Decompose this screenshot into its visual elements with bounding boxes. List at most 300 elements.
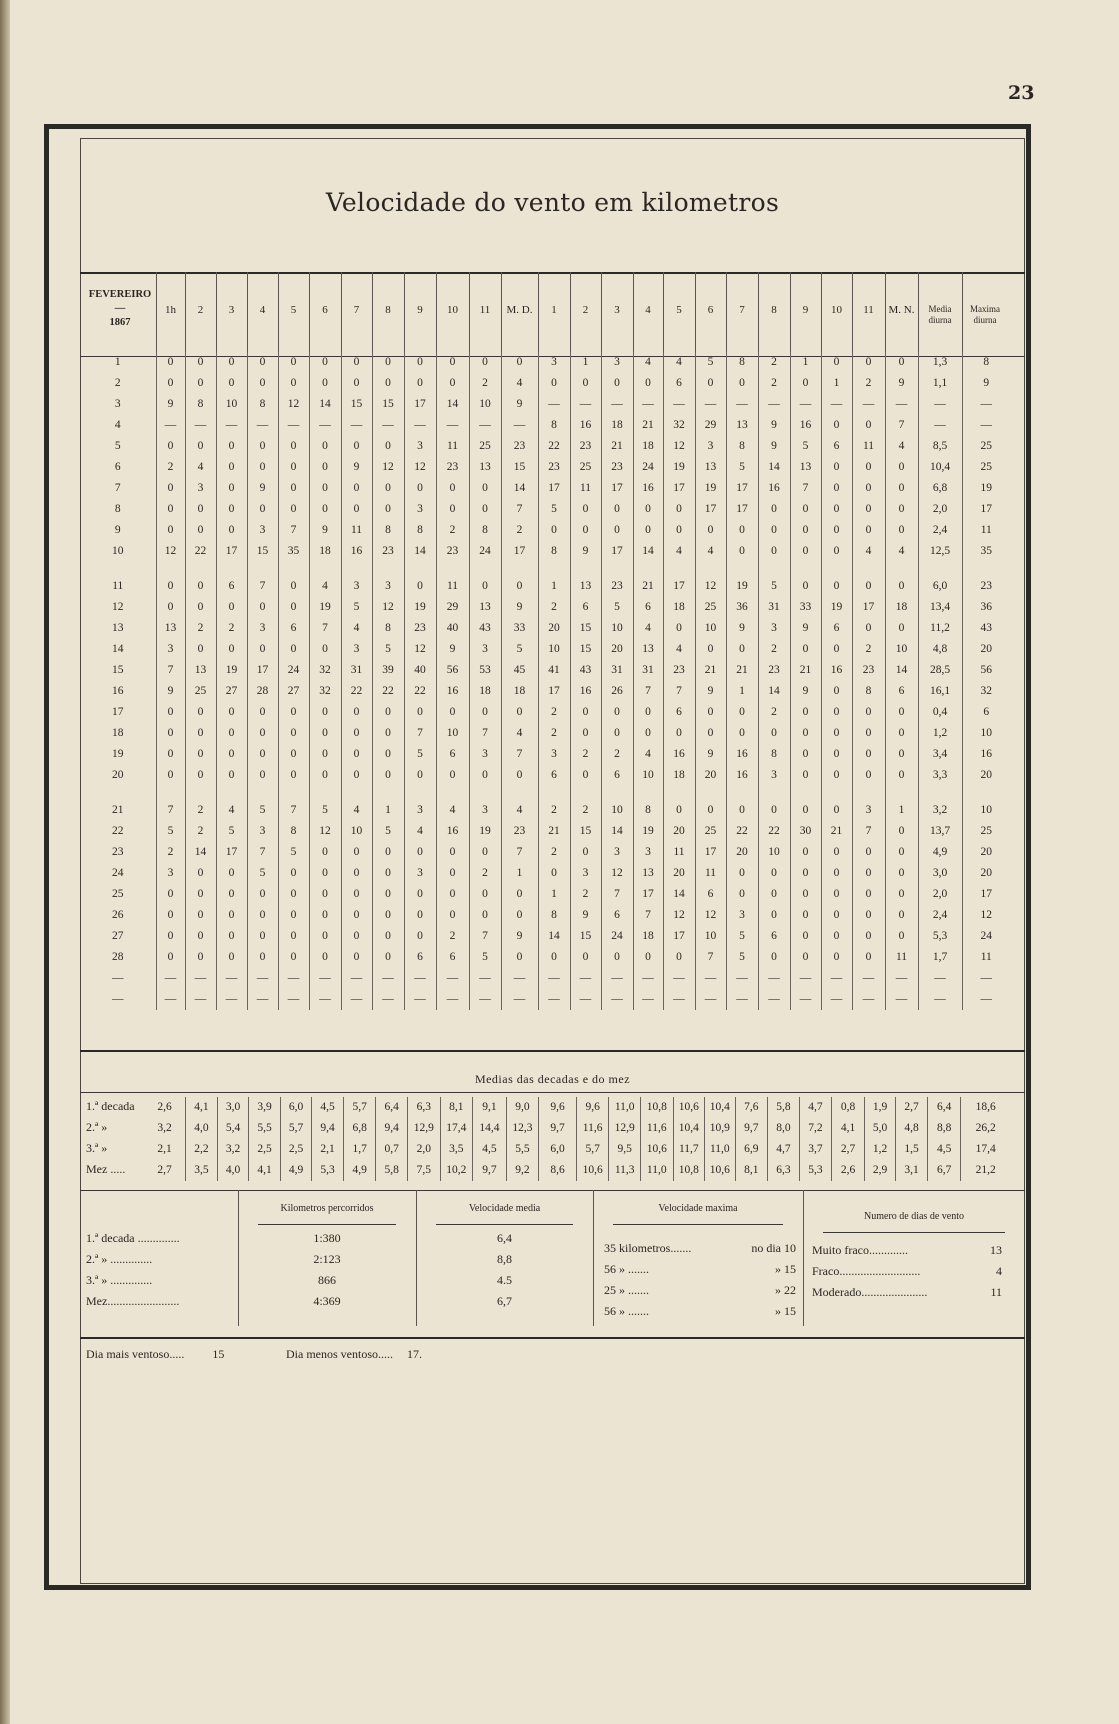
value-cell: 0 — [309, 639, 341, 660]
value-cell: 0 — [247, 639, 278, 660]
value-cell: 4 — [501, 786, 538, 821]
value-cell: 2 — [758, 639, 790, 660]
value-cell: 8 — [185, 394, 216, 415]
value-cell: 0 — [790, 373, 821, 394]
hour-header: 1h — [165, 304, 176, 316]
value-cell: 0 — [852, 744, 885, 765]
media-cell: 1,7 — [343, 1139, 376, 1160]
media-cell: 9,1 — [473, 1097, 507, 1118]
value-cell: 19 — [821, 597, 852, 618]
hour-header: 8 — [771, 304, 777, 316]
value-cell: 0 — [821, 786, 852, 821]
value-cell: 0 — [247, 597, 278, 618]
km-value: 4:369 — [313, 1294, 341, 1308]
value-cell: 8 — [538, 541, 570, 562]
value-cell: 7 — [156, 660, 185, 681]
value-cell: 10 — [758, 842, 790, 863]
value-cell: — — [216, 415, 247, 436]
year-label: 1867 — [109, 317, 131, 328]
value-cell: 18 — [601, 415, 633, 436]
medias-row — [144, 1139, 1010, 1160]
table-row — [80, 373, 1010, 394]
value-cell: 22 — [185, 541, 216, 562]
value-cell: 3 — [758, 618, 790, 639]
value-cell: 0 — [469, 765, 501, 786]
header-separator — [538, 272, 539, 356]
value-cell: 21 — [538, 821, 570, 842]
value-cell: — — [469, 415, 501, 436]
value-cell: 0 — [695, 702, 726, 723]
value-cell: 20 — [962, 842, 1010, 863]
media-cell: 3,5 — [186, 1160, 218, 1181]
value-cell: 23 — [372, 541, 404, 562]
header-separator — [404, 272, 405, 356]
value-cell: 0 — [790, 786, 821, 821]
value-cell: 6 — [633, 597, 663, 618]
day-cell: 11 — [112, 580, 124, 592]
value-cell: 12 — [372, 457, 404, 478]
value-cell: 6 — [821, 618, 852, 639]
media-cell: 11,0 — [640, 1160, 673, 1181]
value-cell: 7 — [885, 415, 918, 436]
value-cell: 6 — [821, 436, 852, 457]
value-cell: 17 — [538, 681, 570, 702]
value-cell: 12 — [372, 597, 404, 618]
medias-caption: Medias das decadas e do mez — [474, 1072, 631, 1086]
value-cell: 3 — [247, 821, 278, 842]
day-cell: 5 — [114, 440, 121, 452]
value-cell: 0 — [185, 639, 216, 660]
value-cell: 24 — [278, 660, 309, 681]
value-cell: 0 — [821, 541, 852, 562]
value-cell: 0 — [790, 702, 821, 723]
value-cell: 0 — [758, 786, 790, 821]
value-cell: 1 — [538, 884, 570, 905]
medias-table — [144, 1097, 1010, 1181]
value-cell: 3 — [247, 618, 278, 639]
value-cell: 0 — [185, 597, 216, 618]
value-cell: 9 — [436, 639, 469, 660]
value-cell: 0 — [341, 926, 372, 947]
value-cell: 3,0 — [918, 863, 962, 884]
value-cell: 12 — [663, 905, 695, 926]
value-cell: 15 — [570, 618, 601, 639]
value-cell: 0 — [601, 499, 633, 520]
value-cell: 21 — [726, 660, 758, 681]
value-cell: — — [469, 968, 501, 989]
value-cell: 0 — [436, 352, 469, 373]
value-cell: 21 — [633, 415, 663, 436]
book-spine — [0, 0, 10, 1724]
ndv-brace — [823, 1226, 1005, 1233]
value-cell: 2 — [469, 863, 501, 884]
media-cell: 5,0 — [864, 1118, 896, 1139]
value-cell: 24 — [601, 926, 633, 947]
value-cell: 0 — [156, 723, 185, 744]
value-cell: 0 — [821, 520, 852, 541]
media-cell: 4,7 — [799, 1097, 832, 1118]
value-cell: 0 — [404, 926, 436, 947]
value-cell: 0 — [821, 478, 852, 499]
value-cell: 0 — [278, 373, 309, 394]
value-cell: 9 — [501, 926, 538, 947]
value-cell: — — [538, 989, 570, 1010]
value-cell: — — [156, 968, 185, 989]
medias-row-label: 2.ª » — [86, 1120, 108, 1134]
value-cell: 2 — [436, 520, 469, 541]
media-cell: 4,5 — [312, 1097, 344, 1118]
value-cell: 10 — [601, 618, 633, 639]
day-cell: 27 — [112, 930, 124, 942]
hour-header: 7 — [739, 304, 745, 316]
medias-bottom-rule — [80, 1190, 1025, 1191]
vmax-brace — [613, 1218, 783, 1225]
value-cell: 0 — [278, 765, 309, 786]
value-cell: 4 — [185, 457, 216, 478]
value-cell: 0 — [469, 499, 501, 520]
value-cell: — — [601, 989, 633, 1010]
value-cell: 0 — [247, 723, 278, 744]
value-cell: 0 — [469, 562, 501, 597]
value-cell: 23 — [601, 457, 633, 478]
value-cell: 3 — [372, 562, 404, 597]
value-cell: 0 — [247, 905, 278, 926]
value-cell: 6 — [758, 926, 790, 947]
value-cell: 0 — [309, 863, 341, 884]
value-cell: 0 — [372, 884, 404, 905]
km-brace — [258, 1218, 396, 1225]
value-cell: 0 — [885, 478, 918, 499]
value-cell: 0 — [404, 562, 436, 597]
value-cell: 19 — [695, 478, 726, 499]
value-cell: — — [247, 989, 278, 1010]
header-separator — [309, 272, 310, 356]
value-cell: 0 — [790, 765, 821, 786]
day-cell: 20 — [112, 769, 124, 781]
value-cell: — — [309, 989, 341, 1010]
media-cell: 3,2 — [217, 1139, 249, 1160]
value-cell: 0 — [309, 905, 341, 926]
hour-header: M. D. — [506, 304, 533, 316]
value-cell: 0 — [185, 926, 216, 947]
value-cell: — — [601, 968, 633, 989]
medias-row — [144, 1118, 1010, 1139]
value-cell: 0 — [156, 702, 185, 723]
value-cell: 0 — [247, 884, 278, 905]
vmax-day: no dia 10 — [751, 1241, 796, 1255]
value-cell: 0 — [790, 562, 821, 597]
day-cell: 18 — [112, 727, 124, 739]
value-cell: 0 — [633, 702, 663, 723]
value-cell: 0 — [341, 702, 372, 723]
value-cell: 0 — [695, 723, 726, 744]
value-cell: 21 — [821, 821, 852, 842]
value-cell: 11 — [341, 520, 372, 541]
media-cell: 11,7 — [673, 1139, 705, 1160]
value-cell: 7 — [501, 499, 538, 520]
value-cell: 0 — [341, 905, 372, 926]
value-cell: — — [538, 968, 570, 989]
value-cell: 14 — [758, 681, 790, 702]
value-cell: 25 — [469, 436, 501, 457]
value-cell: 33 — [790, 597, 821, 618]
value-cell: 0 — [185, 905, 216, 926]
value-cell: — — [726, 968, 758, 989]
value-cell: 5 — [247, 786, 278, 821]
value-cell: — — [309, 415, 341, 436]
value-cell: — — [790, 394, 821, 415]
value-cell: 25 — [962, 457, 1010, 478]
table-row — [80, 926, 1010, 947]
value-cell: — — [918, 415, 962, 436]
value-cell: 0 — [821, 863, 852, 884]
value-cell: 0 — [601, 520, 633, 541]
value-cell: 12,5 — [918, 541, 962, 562]
value-cell: 0 — [341, 373, 372, 394]
hour-header: 4 — [259, 304, 266, 316]
value-cell: 0 — [185, 702, 216, 723]
value-cell: 0 — [790, 744, 821, 765]
value-cell: 3,4 — [918, 744, 962, 765]
value-cell: 0 — [501, 884, 538, 905]
day-cell: 14 — [112, 643, 124, 655]
table-row — [80, 968, 1010, 989]
value-cell: 14 — [758, 457, 790, 478]
header-separator — [341, 272, 342, 356]
value-cell: 19 — [663, 457, 695, 478]
value-cell: 0 — [469, 842, 501, 863]
day-cell: 25 — [112, 888, 124, 900]
media-cell: 10,6 — [576, 1160, 609, 1181]
value-cell: 2 — [469, 373, 501, 394]
value-cell: 0 — [570, 765, 601, 786]
value-cell: 25 — [570, 457, 601, 478]
value-cell: 0 — [156, 373, 185, 394]
media-cell: 0,7 — [376, 1139, 408, 1160]
value-cell: 0 — [185, 520, 216, 541]
hour-header: 10 — [831, 304, 842, 316]
value-cell: 0 — [309, 765, 341, 786]
value-cell: 0 — [216, 520, 247, 541]
value-cell: 0 — [185, 562, 216, 597]
header-separator — [695, 272, 696, 356]
value-cell: — — [538, 394, 570, 415]
value-cell: 9 — [758, 436, 790, 457]
value-cell: 3 — [404, 499, 436, 520]
media-cell: 2,7 — [896, 1097, 928, 1118]
value-cell: 7 — [247, 562, 278, 597]
value-cell: 6 — [436, 744, 469, 765]
value-cell: 0 — [309, 457, 341, 478]
table-row — [80, 821, 1010, 842]
media-cell: 4,8 — [896, 1118, 928, 1139]
value-cell: 25 — [962, 436, 1010, 457]
value-cell: 5 — [790, 436, 821, 457]
value-cell: 4 — [216, 786, 247, 821]
value-cell: 0 — [852, 618, 885, 639]
value-cell: 0 — [538, 373, 570, 394]
value-cell: 7 — [309, 618, 341, 639]
value-cell: 0 — [185, 352, 216, 373]
value-cell: 1 — [501, 863, 538, 884]
maxima-diurna-header — [962, 304, 1008, 326]
value-cell: 19 — [216, 660, 247, 681]
day-cell: 10 — [112, 545, 124, 557]
value-cell: — — [404, 968, 436, 989]
value-cell: 0 — [885, 926, 918, 947]
hour-header: 3 — [614, 304, 620, 316]
value-cell: 0 — [247, 352, 278, 373]
value-cell: 3 — [538, 744, 570, 765]
value-cell: 21 — [695, 660, 726, 681]
media-cell: 8,6 — [539, 1160, 577, 1181]
value-cell: 6,8 — [918, 478, 962, 499]
day-cell: 22 — [112, 825, 124, 837]
velocidade-maxima-header: Velocidade maxima — [658, 1203, 738, 1214]
value-cell: 0 — [633, 373, 663, 394]
value-cell: 5 — [372, 821, 404, 842]
value-cell: 0 — [821, 352, 852, 373]
value-cell: — — [501, 415, 538, 436]
value-cell: 41 — [538, 660, 570, 681]
value-cell: 0 — [372, 947, 404, 968]
value-cell: 0 — [216, 597, 247, 618]
value-cell: 2 — [538, 842, 570, 863]
value-cell: 4 — [633, 618, 663, 639]
media-cell: 17,4 — [961, 1139, 1010, 1160]
value-cell: 16 — [663, 744, 695, 765]
value-cell: — — [372, 415, 404, 436]
value-cell: 7 — [469, 926, 501, 947]
value-cell: 0 — [885, 457, 918, 478]
table-row — [80, 702, 1010, 723]
value-cell: 0 — [436, 842, 469, 863]
value-cell: 10 — [633, 765, 663, 786]
value-cell: 0 — [216, 352, 247, 373]
value-cell: 13 — [695, 457, 726, 478]
media-cell: 5,8 — [376, 1160, 408, 1181]
value-cell: 0 — [852, 702, 885, 723]
value-cell: 4 — [663, 639, 695, 660]
value-cell: 15 — [372, 394, 404, 415]
media-cell: 2,0 — [407, 1139, 440, 1160]
value-cell: 4 — [852, 541, 885, 562]
value-cell: — — [726, 394, 758, 415]
value-cell: 0 — [501, 352, 538, 373]
value-cell: 0 — [726, 786, 758, 821]
value-cell: 31 — [341, 660, 372, 681]
table-row — [80, 597, 1010, 618]
value-cell: — — [341, 968, 372, 989]
value-cell: 0 — [821, 905, 852, 926]
table-row — [80, 457, 1010, 478]
value-cell: 4 — [663, 541, 695, 562]
footer-top-rule — [80, 1337, 1025, 1339]
value-cell: 4 — [885, 541, 918, 562]
value-cell: 0 — [278, 947, 309, 968]
value-cell: 0 — [821, 681, 852, 702]
media-cell: 10,6 — [640, 1139, 673, 1160]
value-cell: 17 — [404, 394, 436, 415]
value-cell: — — [962, 989, 1010, 1010]
value-cell: 0 — [216, 373, 247, 394]
media-cell: 11,6 — [576, 1118, 609, 1139]
value-cell: 1 — [726, 681, 758, 702]
value-cell: 0 — [885, 618, 918, 639]
value-cell: 17 — [633, 884, 663, 905]
value-cell: 0 — [156, 947, 185, 968]
media-cell: 7,6 — [735, 1097, 768, 1118]
value-cell: 29 — [695, 415, 726, 436]
value-cell: 12 — [156, 541, 185, 562]
table-row — [80, 723, 1010, 744]
value-cell: 45 — [501, 660, 538, 681]
value-cell: 0 — [885, 905, 918, 926]
value-cell: 4 — [436, 786, 469, 821]
value-cell: 36 — [726, 597, 758, 618]
value-cell: 2 — [538, 786, 570, 821]
value-cell: 19 — [962, 478, 1010, 499]
value-cell: 6 — [436, 947, 469, 968]
media-cell: 10,6 — [705, 1160, 736, 1181]
value-cell: 0 — [790, 947, 821, 968]
value-cell: 17 — [962, 884, 1010, 905]
value-cell: 19 — [309, 597, 341, 618]
value-cell: 0 — [501, 947, 538, 968]
value-cell: 0 — [570, 373, 601, 394]
value-cell: 0 — [247, 499, 278, 520]
value-cell: 17 — [216, 842, 247, 863]
value-cell: 8 — [469, 520, 501, 541]
value-cell: 0 — [372, 744, 404, 765]
value-cell: 0 — [372, 723, 404, 744]
media-cell: 2,6 — [157, 1101, 172, 1113]
value-cell: — — [247, 968, 278, 989]
value-cell: 0 — [278, 352, 309, 373]
value-cell: 11 — [962, 947, 1010, 968]
value-cell: — — [469, 989, 501, 1010]
value-cell: 7 — [278, 786, 309, 821]
value-cell: 4 — [633, 744, 663, 765]
value-cell: 0 — [790, 863, 821, 884]
value-cell: 0 — [790, 905, 821, 926]
value-cell: — — [501, 968, 538, 989]
value-cell: 0 — [726, 884, 758, 905]
value-cell: — — [633, 394, 663, 415]
value-cell: 0 — [663, 520, 695, 541]
value-cell: 26 — [601, 681, 633, 702]
value-cell: 5 — [341, 597, 372, 618]
dia-menos-ventoso — [286, 1347, 422, 1362]
value-cell: 14 — [601, 821, 633, 842]
value-cell: 0 — [885, 842, 918, 863]
value-cell: 0 — [372, 926, 404, 947]
value-cell: 43 — [570, 660, 601, 681]
day-cell: 9 — [114, 524, 121, 536]
page-title: Velocidade do vento em kilometros — [325, 188, 780, 217]
media-cell: 5,3 — [799, 1160, 832, 1181]
value-cell: 0 — [156, 884, 185, 905]
value-cell: 40 — [436, 618, 469, 639]
value-cell: 20 — [538, 618, 570, 639]
value-cell: 4 — [501, 373, 538, 394]
value-cell: 0 — [309, 723, 341, 744]
value-cell: 0 — [156, 520, 185, 541]
value-cell: 7 — [469, 723, 501, 744]
value-cell: 8 — [852, 681, 885, 702]
hour-header: 5 — [290, 304, 297, 316]
value-cell: 0 — [852, 765, 885, 786]
